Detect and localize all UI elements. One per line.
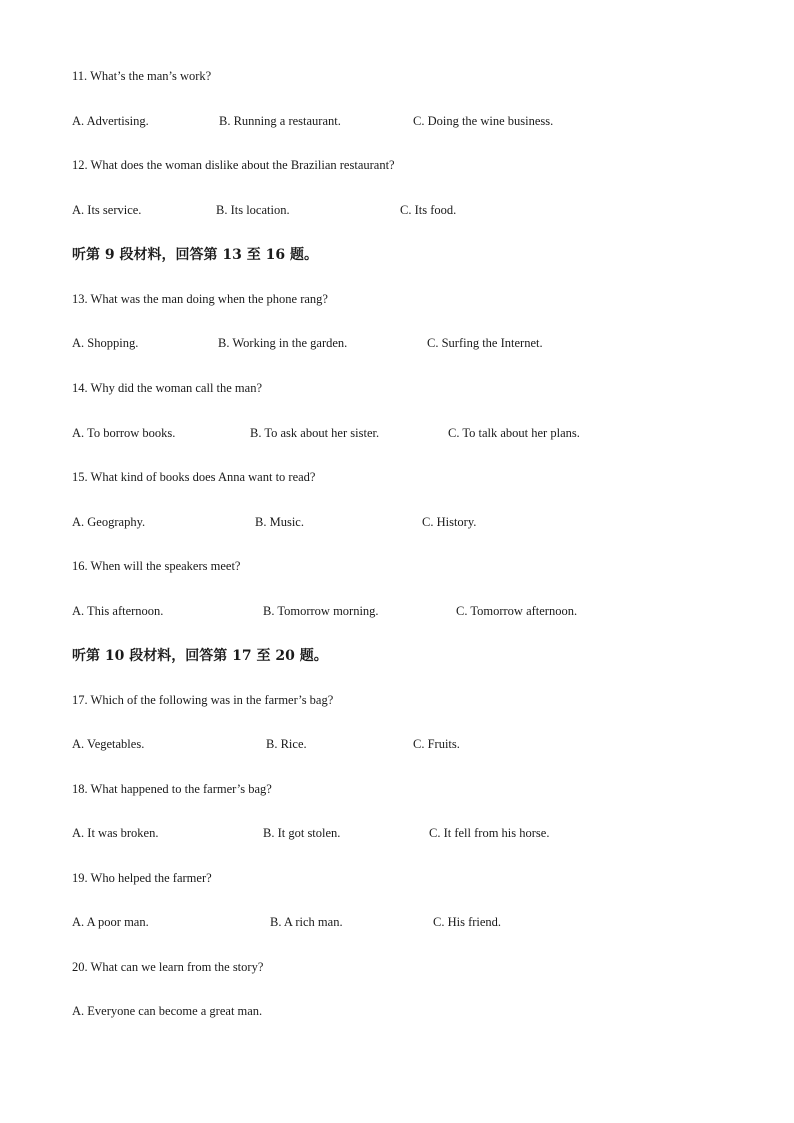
option-a: A. Vegetables.	[72, 737, 145, 751]
option-b: B. To ask about her sister.	[250, 426, 380, 440]
option-c: C. It fell from his horse.	[429, 826, 550, 840]
option-a: A. This afternoon.	[72, 604, 164, 618]
question-11	[72, 68, 211, 84]
options-19	[72, 914, 752, 930]
question-20	[72, 959, 263, 975]
options-20	[72, 1003, 752, 1019]
question-text: What’s the man’s work?	[90, 69, 212, 83]
option-b: B. Tomorrow morning.	[263, 604, 379, 618]
question-19	[72, 870, 212, 886]
question-text: What was the man doing when the phone rang?	[90, 292, 328, 306]
option-b: B. Working in the garden.	[218, 336, 348, 350]
question-18	[72, 781, 272, 797]
option-a: A. Everyone can become a great man.	[72, 1004, 263, 1018]
question-17	[72, 692, 333, 708]
option-c: C. To talk about her plans.	[448, 426, 580, 440]
option-c: C. Doing the wine business.	[413, 114, 554, 128]
question-text: What happened to the farmer’s bag?	[90, 782, 272, 796]
question-12	[72, 157, 395, 173]
question-number: 15.	[72, 470, 88, 484]
question-text: When will the speakers meet?	[90, 559, 241, 573]
option-a: A. Its service.	[72, 203, 142, 217]
option-c: C. His friend.	[433, 915, 502, 929]
question-text: What kind of books does Anna want to read?	[90, 470, 316, 484]
options-18	[72, 825, 752, 841]
question-16	[72, 558, 240, 574]
options-16	[72, 603, 752, 619]
option-a: A. A poor man.	[72, 915, 149, 929]
options-13	[72, 335, 752, 351]
section-heading-9: 听第 9 段材料，回答第 13 至 16 题。	[72, 247, 318, 263]
section-heading-10: 听第 10 段材料，回答第 17 至 20 题。	[72, 648, 328, 664]
question-number: 18.	[72, 782, 88, 796]
option-a: A. To borrow books.	[72, 426, 176, 440]
option-a: A. It was broken.	[72, 826, 159, 840]
option-a: A. Geography.	[72, 515, 146, 529]
option-b: B. Its location.	[216, 203, 290, 217]
question-14	[72, 380, 262, 396]
options-14	[72, 425, 752, 441]
question-number: 12.	[72, 158, 88, 172]
question-number: 19.	[72, 871, 88, 885]
question-number: 11.	[72, 69, 88, 83]
question-text: Who helped the farmer?	[90, 871, 212, 885]
option-b: B. Running a restaurant.	[219, 114, 341, 128]
options-15	[72, 514, 752, 530]
option-b: B. Music.	[255, 515, 304, 529]
question-number: 20.	[72, 960, 88, 974]
question-number: 14.	[72, 381, 88, 395]
question-number: 16.	[72, 559, 88, 573]
option-b: B. It got stolen.	[263, 826, 341, 840]
option-c: C. History.	[422, 515, 477, 529]
question-text: What does the woman dislike about the Brazilian restaurant?	[90, 158, 395, 172]
question-13	[72, 291, 328, 307]
option-b: B. A rich man.	[270, 915, 343, 929]
option-c: C. Fruits.	[413, 737, 460, 751]
question-text: Which of the following was in the farmer’s bag?	[90, 693, 334, 707]
option-a: A. Shopping.	[72, 336, 139, 350]
question-text: Why did the woman call the man?	[90, 381, 263, 395]
question-number: 17.	[72, 693, 88, 707]
question-number: 13.	[72, 292, 88, 306]
option-a: A. Advertising.	[72, 114, 149, 128]
option-c: C. Surfing the Internet.	[427, 336, 543, 350]
question-text: What can we learn from the story?	[90, 960, 264, 974]
options-17	[72, 736, 752, 752]
options-12	[72, 202, 752, 218]
option-c: C. Its food.	[400, 203, 457, 217]
options-11	[72, 113, 752, 129]
option-b: B. Rice.	[266, 737, 307, 751]
option-c: C. Tomorrow afternoon.	[456, 604, 578, 618]
question-15	[72, 469, 315, 485]
